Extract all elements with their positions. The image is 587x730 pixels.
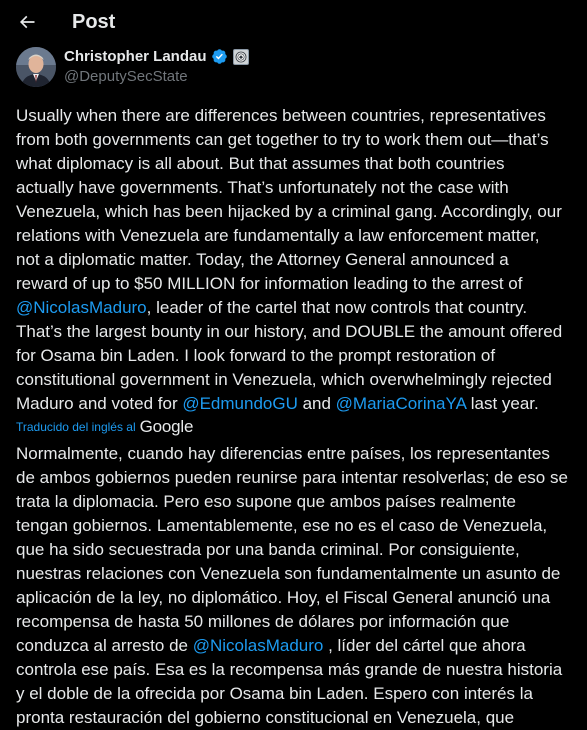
translation-line — [16, 466, 580, 490]
post-text-segment: from both governments can get together to try to work them out—that’s — [16, 130, 549, 149]
post-line — [16, 224, 576, 248]
translation-line — [16, 514, 580, 538]
post-text-segment: Usually when there are differences between countries, representatives — [16, 106, 546, 125]
translation-line — [16, 538, 580, 562]
post-line — [16, 200, 576, 224]
translation-text-segment: controla ese país. Esa es la recompensa más grande de nuestra historia — [16, 660, 563, 679]
translation-text-segment: que ha sido secuestrada por una banda criminal. Por consiguiente, — [16, 540, 520, 559]
translation-text-segment: aplicación de la ley, no diplomático. Hoy, el Fiscal General anunció una — [16, 588, 551, 607]
post-line — [16, 128, 576, 152]
avatar[interactable] — [16, 47, 56, 87]
post-header — [0, 0, 587, 45]
translated-post-text — [16, 442, 580, 730]
verified-badge-icon[interactable] — [211, 48, 228, 65]
post-line — [16, 368, 576, 392]
author-name-row — [64, 47, 249, 66]
mention-link[interactable]: @EdmundoGU — [182, 394, 298, 413]
arrow-left-icon — [17, 12, 37, 32]
translation-text-segment: pronta restauración del gobierno constitucional en Venezuela, que — [16, 708, 515, 727]
post-text-segment: reward of up to $50 MILLION for information leading to the arrest of — [16, 274, 523, 293]
post-text-segment: last year. — [466, 394, 539, 413]
post-line — [16, 248, 576, 272]
translation-line — [16, 586, 580, 610]
mention-link[interactable]: @NicolasMaduro — [16, 298, 147, 317]
translation-line — [16, 442, 580, 466]
back-button[interactable] — [9, 4, 45, 40]
post-text-segment: actually have governments. That’s unfortunately not the case with — [16, 178, 509, 197]
government-seal-icon[interactable] — [233, 49, 249, 65]
author-display-name[interactable]: Christopher Landau — [64, 48, 207, 65]
google-logo: Google — [139, 417, 194, 436]
post-text-segment: relations with Venezuela are fundamentally a law enforcement matter, — [16, 226, 540, 245]
translation-text-segment: Normalmente, cuando hay diferencias entre países, los representantes — [16, 444, 550, 463]
translation-line — [16, 706, 580, 730]
author-info — [64, 47, 249, 87]
translation-text-segment: nuestras relaciones con Venezuela son fundamentalmente un asunto de — [16, 564, 561, 583]
translation-line — [16, 562, 580, 586]
post-text-segment: what diplomacy is all about. But that assumes that both countries — [16, 154, 505, 173]
translation-text-segment: de ambos gobiernos pueden reunirse para intentar resolverlas; de eso se — [16, 468, 568, 487]
translation-attribution[interactable] — [16, 416, 193, 438]
post-text-segment: Maduro and voted for — [16, 394, 183, 413]
post-line — [16, 272, 576, 296]
post-line — [16, 176, 576, 200]
translation-text-segment: trata la diplomacia. Pero eso supone que ambos países realmente — [16, 492, 516, 511]
translation-label: Traducido del inglés al — [16, 420, 136, 434]
translation-line — [16, 682, 580, 706]
translation-text-segment: tengan gobiernos. Lamentablemente, ese no es el caso de Venezuela, — [16, 516, 548, 535]
post-line — [16, 152, 576, 176]
post-line — [16, 392, 576, 416]
post-text-segment: for Osama bin Laden. I look forward to the prompt restoration of — [16, 346, 496, 365]
translation-text-segment: conduzca al arresto de — [16, 636, 193, 655]
post-line — [16, 344, 576, 368]
page-title: Post — [72, 11, 116, 33]
translation-text-segment: , líder del cártel que ahora — [323, 636, 526, 655]
mention-link[interactable]: @MariaCorinaYA — [335, 394, 466, 413]
post-text — [16, 104, 576, 416]
mention-link[interactable]: @NicolasMaduro — [192, 636, 324, 655]
post-text-segment: constitutional government in Venezuela, which overwhelmingly rejected — [16, 370, 552, 389]
translation-text-segment: recompensa de hasta 50 millones de dólares por información que — [16, 612, 510, 631]
post-line — [16, 104, 576, 128]
post-text-segment: Venezuela, which has been hijacked by a criminal gang. Accordingly, our — [16, 202, 562, 221]
translation-text-segment: y el doble de la ofrecida por Osama bin Laden. Espero con interés la — [16, 684, 533, 703]
translation-line — [16, 658, 580, 682]
translation-line — [16, 490, 580, 514]
author-handle[interactable]: @DeputySecState — [64, 68, 188, 85]
post-line — [16, 296, 576, 320]
post-text-segment: not a diplomatic matter. Today, the Attorney General announced a — [16, 250, 509, 269]
post-text-segment: , leader of the cartel that now controls that country. — [146, 298, 528, 317]
avatar-image — [16, 47, 56, 87]
post-text-segment: and — [297, 394, 336, 413]
post-text-segment: That’s the largest bounty in our history, and DOUBLE the amount offered — [16, 322, 563, 341]
post-line — [16, 320, 576, 344]
translation-line — [16, 610, 580, 634]
translation-line — [16, 634, 580, 658]
